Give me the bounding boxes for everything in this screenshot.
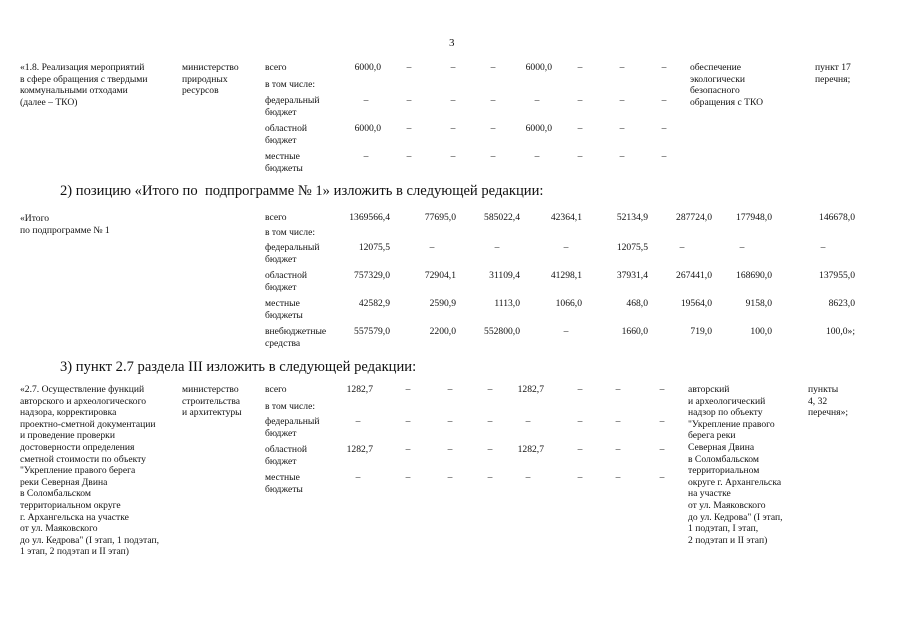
value-cell: – [659,444,665,455]
value-cell: – [563,242,569,253]
value-cell: 42582,9 [358,298,390,309]
value-cell: – [450,62,456,73]
value-cell: 100,0 [750,326,772,337]
value-cell: – [406,123,412,134]
block1-reference: пункт 17 перечня; [815,62,851,85]
value-cell: 1282,7 [346,444,373,455]
value-cell: 37931,4 [616,270,648,281]
value-cell: – [490,151,496,162]
value-cell: – [450,95,456,106]
value-cell: 757329,0 [354,270,390,281]
value-cell: 42364,1 [550,212,582,223]
value-cell: 287724,0 [676,212,712,223]
value-cell: – [659,416,665,427]
value-cell: 1369566,4 [349,212,390,223]
row-label: федеральный бюджет [265,242,320,265]
row-label: местные бюджеты [265,472,303,495]
page-number: 3 [449,37,455,49]
row-label: всего [265,62,287,73]
value-cell: 41298,1 [550,270,582,281]
value-cell: 6000,0 [525,62,552,73]
value-cell: 1282,7 [517,444,544,455]
value-cell: 72904,1 [424,270,456,281]
value-cell: 12075,5 [616,242,648,253]
value-cell: – [577,123,583,134]
value-cell: 6000,0 [525,123,552,134]
heading-2: 2) позицию «Итого по подпрограмме № 1» изложить в следующей редакции: [60,183,544,199]
value-cell: – [406,62,412,73]
value-cell: – [577,62,583,73]
value-cell: 146678,0 [819,212,855,223]
value-cell: – [406,95,412,106]
value-cell: – [450,123,456,134]
value-cell: 1066,0 [555,298,582,309]
value-cell: – [577,384,583,395]
row-label: всего [265,212,287,223]
value-cell: – [619,123,625,134]
value-cell: – [615,384,621,395]
row-label: местные бюджеты [265,151,303,174]
value-cell: 100,0»; [825,326,855,337]
value-cell: 585022,4 [484,212,520,223]
value-cell: 8623,0 [828,298,855,309]
value-cell: – [615,444,621,455]
value-cell: – [490,123,496,134]
value-cell: 552800,0 [484,326,520,337]
value-cell: – [405,472,411,483]
value-cell: – [563,326,569,337]
value-cell: – [525,416,531,427]
value-cell: – [739,242,745,253]
value-cell: 177948,0 [736,212,772,223]
value-cell: – [661,62,667,73]
value-cell: – [447,444,453,455]
value-cell: – [447,472,453,483]
value-cell: 52134,9 [616,212,648,223]
value-cell: – [487,384,493,395]
value-cell: – [534,151,540,162]
value-cell: 12075,5 [358,242,390,253]
value-cell: – [363,95,369,106]
value-cell: 31109,4 [489,270,520,281]
value-cell: – [615,472,621,483]
value-cell: 19564,0 [680,298,712,309]
value-cell: 1282,7 [517,384,544,395]
value-cell: – [577,151,583,162]
value-cell: – [447,416,453,427]
row-label: в том числе: [265,79,316,90]
value-cell: – [661,95,667,106]
block3-description: «2.7. Осуществление функций авторского и археологического надзора, корректировка проектно-сметной документации и проведение проверки достоверности определения сметной стоимости по объекту "Укрепление правого берега реки Северная Двина в Соломбальском территориальном округе г. Архангельска на участке от ул. Маяковского до ул. Кедрова" (I этап, 1 подэтап, 1 этап, 2 подэтап и II этап) [20,384,159,558]
block2-description: «Итого по подпрограмме № 1 [20,213,110,236]
value-cell: 1113,0 [494,298,520,309]
value-cell: – [487,472,493,483]
value-cell: – [487,444,493,455]
value-cell: – [429,242,435,253]
value-cell: – [450,151,456,162]
value-cell: 1660,0 [621,326,648,337]
value-cell: 468,0 [626,298,648,309]
value-cell: 719,0 [690,326,712,337]
value-cell: – [661,123,667,134]
value-cell: – [447,384,453,395]
value-cell: – [490,62,496,73]
value-cell: – [659,384,665,395]
value-cell: – [494,242,500,253]
row-label: федеральный бюджет [265,416,320,439]
row-label: внебюджетные средства [265,326,327,349]
value-cell: 1282,7 [346,384,373,395]
value-cell: – [355,416,361,427]
block1-result: обеспечение экологически безопасного обращения с ТКО [690,62,764,108]
value-cell: 9158,0 [745,298,772,309]
value-cell: – [820,242,826,253]
value-cell: – [355,472,361,483]
value-cell: – [679,242,685,253]
value-cell: – [619,151,625,162]
row-label: областной бюджет [265,270,308,293]
block1-description: «1.8. Реализация мероприятий в сфере обращения с твердыми коммунальными отходами (далее – ТКО) [20,62,148,108]
value-cell: – [661,151,667,162]
row-label: областной бюджет [265,123,308,146]
row-label: в том числе: [265,401,316,412]
value-cell: – [619,62,625,73]
value-cell: 267441,0 [676,270,712,281]
value-cell: 2590,9 [429,298,456,309]
row-label: федеральный бюджет [265,95,320,118]
value-cell: – [405,384,411,395]
block1-executor: министерство природных ресурсов [182,62,239,97]
heading-3: 3) пункт 2.7 раздела III изложить в следующей редакции: [60,359,417,375]
value-cell: – [405,444,411,455]
row-label: в том числе: [265,227,316,238]
value-cell: 557579,0 [354,326,390,337]
value-cell: – [577,95,583,106]
value-cell: – [659,472,665,483]
value-cell: – [619,95,625,106]
block3-executor: министерство строительства и архитектуры [182,384,242,419]
value-cell: – [577,444,583,455]
value-cell: – [406,151,412,162]
value-cell: – [534,95,540,106]
value-cell: – [490,95,496,106]
value-cell: – [363,151,369,162]
value-cell: 77695,0 [424,212,456,223]
row-label: всего [265,384,287,395]
block3-result: авторский и археологический надзор по объекту "Укрепление правого берега реки Северная Двина в Соломбальском территориальном округе г. Архангельска на участке от ул. Маяковского до ул. Кедрова" (I этап, 1 подэтап, I этап, 2 подэтап и II этап) [688,384,783,546]
value-cell: – [525,472,531,483]
value-cell: – [487,416,493,427]
value-cell: 168690,0 [736,270,772,281]
value-cell: – [577,472,583,483]
value-cell: 137955,0 [819,270,855,281]
value-cell: 6000,0 [354,62,381,73]
row-label: областной бюджет [265,444,308,467]
block3-reference: пункты 4, 32 перечня»; [808,384,849,419]
value-cell: – [577,416,583,427]
value-cell: – [615,416,621,427]
value-cell: – [405,416,411,427]
value-cell: 6000,0 [354,123,381,134]
value-cell: 2200,0 [429,326,456,337]
row-label: местные бюджеты [265,298,303,321]
